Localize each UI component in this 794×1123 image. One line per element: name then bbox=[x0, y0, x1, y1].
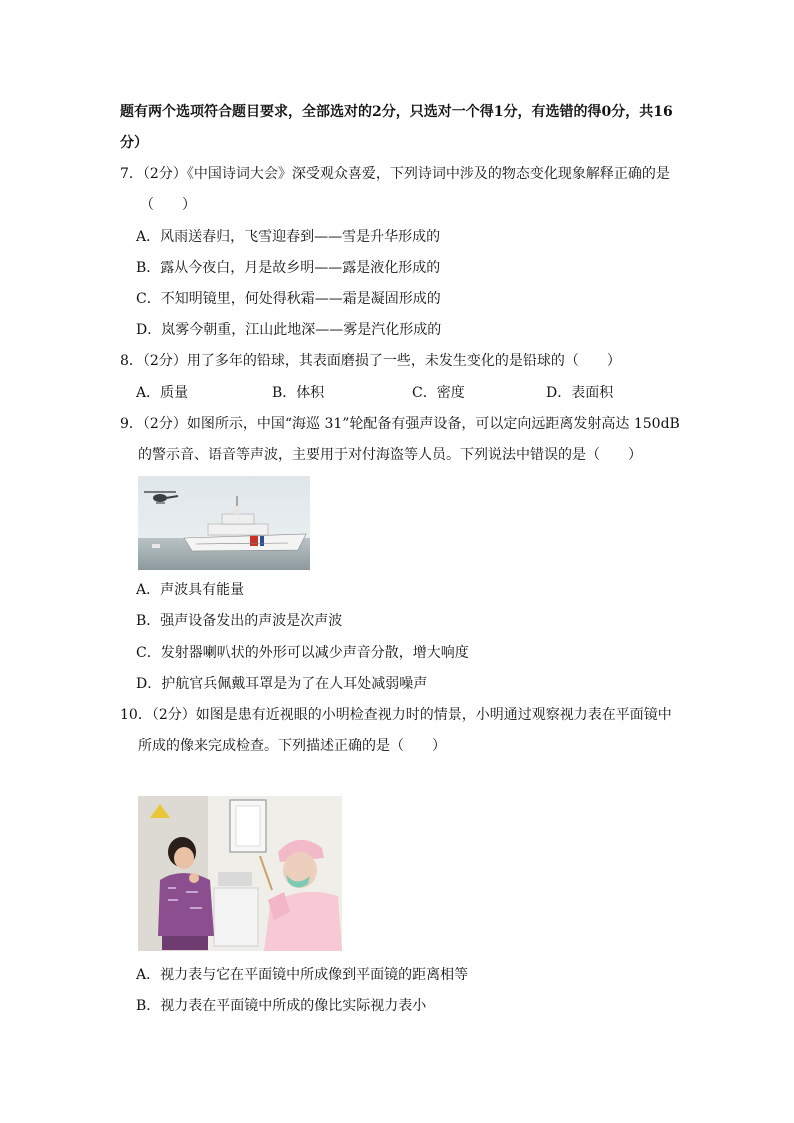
question-8-option-a bbox=[136, 383, 188, 403]
question-8-stem bbox=[120, 351, 621, 371]
option-text: 密度 bbox=[436, 385, 465, 401]
question-7-option-d bbox=[136, 320, 441, 340]
option-text: 声波具有能量 bbox=[160, 582, 245, 598]
option-text: 体积 bbox=[296, 385, 325, 401]
option-label: D． bbox=[546, 385, 572, 401]
option-text: 露从今夜白，月是故乡明——露是液化形成的 bbox=[160, 260, 441, 276]
question-8-option-b bbox=[272, 383, 324, 403]
question-number: 8． bbox=[120, 353, 143, 369]
ship-photo bbox=[138, 476, 310, 570]
question-text: 如图是患有近视眼的小明检查视力时的情景，小明通过观察视力表在平面镜中 bbox=[195, 707, 672, 723]
option-label: C． bbox=[136, 291, 161, 307]
question-score: （2分） bbox=[142, 353, 187, 369]
question-score: （2分） bbox=[142, 166, 187, 182]
question-7-stem-line2: （ ） bbox=[140, 197, 196, 213]
option-label: A． bbox=[136, 967, 161, 983]
option-label: C． bbox=[412, 385, 437, 401]
question-7-option-a bbox=[136, 227, 440, 247]
option-label: D． bbox=[136, 676, 162, 692]
option-label: A． bbox=[136, 385, 161, 401]
question-9-option-a bbox=[136, 580, 244, 600]
question-score: （2分） bbox=[151, 707, 196, 723]
option-label: D． bbox=[136, 322, 162, 338]
question-number: 10． bbox=[120, 707, 152, 723]
section-header-line2: 分） bbox=[120, 135, 148, 151]
option-label: B． bbox=[272, 385, 297, 401]
question-10-option-a bbox=[136, 965, 468, 985]
question-10-option-b bbox=[136, 996, 426, 1016]
option-label: B． bbox=[136, 260, 161, 276]
question-number: 7． bbox=[120, 166, 143, 182]
question-7-stem bbox=[120, 164, 670, 184]
option-text: 表面积 bbox=[571, 385, 614, 401]
question-text: 用了多年的铅球，其表面磨损了一些，未发生变化的是铅球的（ ） bbox=[186, 353, 621, 369]
question-7-option-c bbox=[136, 289, 441, 309]
question-text: 如图所示，中国“海巡 31”轮配备有强声设备，可以定向远距离发射高达 150dB bbox=[186, 416, 680, 432]
question-9-stem bbox=[120, 414, 680, 434]
option-text: 风雨送春归，飞雪迎春到——雪是升华形成的 bbox=[160, 229, 441, 245]
option-text: 视力表与它在平面镜中所成像到平面镜的距离相等 bbox=[160, 967, 469, 983]
option-text: 视力表在平面镜中所成的像比实际视力表小 bbox=[160, 998, 427, 1014]
option-label: A． bbox=[136, 582, 161, 598]
question-10-stem-line2: 所成的像来完成检查。下列描述正确的是（ ） bbox=[138, 738, 446, 754]
option-text: 不知明镜里，何处得秋霜——霜是凝固形成的 bbox=[160, 291, 441, 307]
option-label: B． bbox=[136, 998, 161, 1014]
question-9-option-d bbox=[136, 674, 427, 694]
option-text: 岚雾今朝重，江山此地深——雾是汽化形成的 bbox=[161, 322, 442, 338]
question-number: 9． bbox=[120, 416, 143, 432]
section-header-line1: 题有两个选项符合题目要求，全部选对的2分，只选对一个得1分，有选错的得0分，共16 bbox=[120, 104, 673, 120]
option-text: 强声设备发出的声波是次声波 bbox=[160, 613, 343, 629]
question-8-option-d bbox=[546, 383, 613, 403]
option-text: 发射器喇叭状的外形可以减少声音分散，增大响度 bbox=[160, 645, 469, 661]
question-score: （2分） bbox=[142, 416, 187, 432]
option-text: 质量 bbox=[160, 385, 189, 401]
question-9-stem-line2: 的警示音、语音等声波，主要用于对付海盗等人员。下列说法中错误的是（ ） bbox=[138, 447, 642, 463]
option-label: C． bbox=[136, 645, 161, 661]
question-9-option-b bbox=[136, 611, 342, 631]
eye-test-photo bbox=[138, 796, 342, 951]
question-text: 《中国诗词大会》深受观众喜爱，下列诗词中涉及的物态变化现象解释正确的是 bbox=[186, 166, 670, 182]
question-7-option-b bbox=[136, 258, 440, 278]
question-10-stem bbox=[120, 705, 672, 725]
question-9-option-c bbox=[136, 643, 469, 663]
option-label: A． bbox=[136, 229, 161, 245]
option-text: 护航官兵佩戴耳罩是为了在人耳处减弱噪声 bbox=[161, 676, 428, 692]
question-8-option-c bbox=[412, 383, 465, 403]
option-label: B． bbox=[136, 613, 161, 629]
